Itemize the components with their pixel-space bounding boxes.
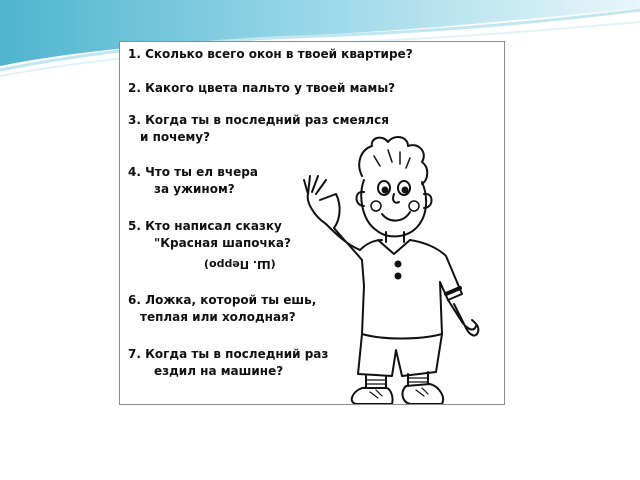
boy-waving-hand	[304, 176, 340, 228]
question-3: 3. Когда ты в последний раз смеялся и почему?	[128, 113, 389, 144]
waving-boy-illustration	[296, 136, 505, 405]
boy-shirt	[360, 240, 462, 339]
boy-raised-arm	[326, 224, 362, 260]
boy-shoe-left	[352, 388, 393, 404]
boy-hair	[359, 137, 427, 184]
boy-smile	[382, 212, 410, 221]
worksheet-card	[119, 41, 505, 405]
question-4: 4. Что ты ел вчера за ужином?	[128, 165, 258, 196]
question-2: 2. Какого цвета пальто у твоей мамы?	[128, 81, 396, 95]
boy-shoe-right	[403, 384, 444, 404]
question-5: 5. Кто написал сказку "Красная шапочка?	[128, 219, 291, 250]
question-6: 6. Ложка, которой ты ешь, теплая или холодная?	[128, 293, 317, 324]
boy-collar	[378, 240, 410, 254]
boy-nose	[393, 194, 399, 203]
boy-shorts	[358, 334, 442, 376]
question-1: 1. Сколько всего окон в твоей квартире?	[128, 47, 413, 61]
question-7: 7. Когда ты в последний раз ездил на машине?	[128, 347, 329, 378]
answer-hint-upside-down: (Ш. Перро)	[204, 258, 276, 271]
boy-lowered-arm	[448, 300, 476, 329]
